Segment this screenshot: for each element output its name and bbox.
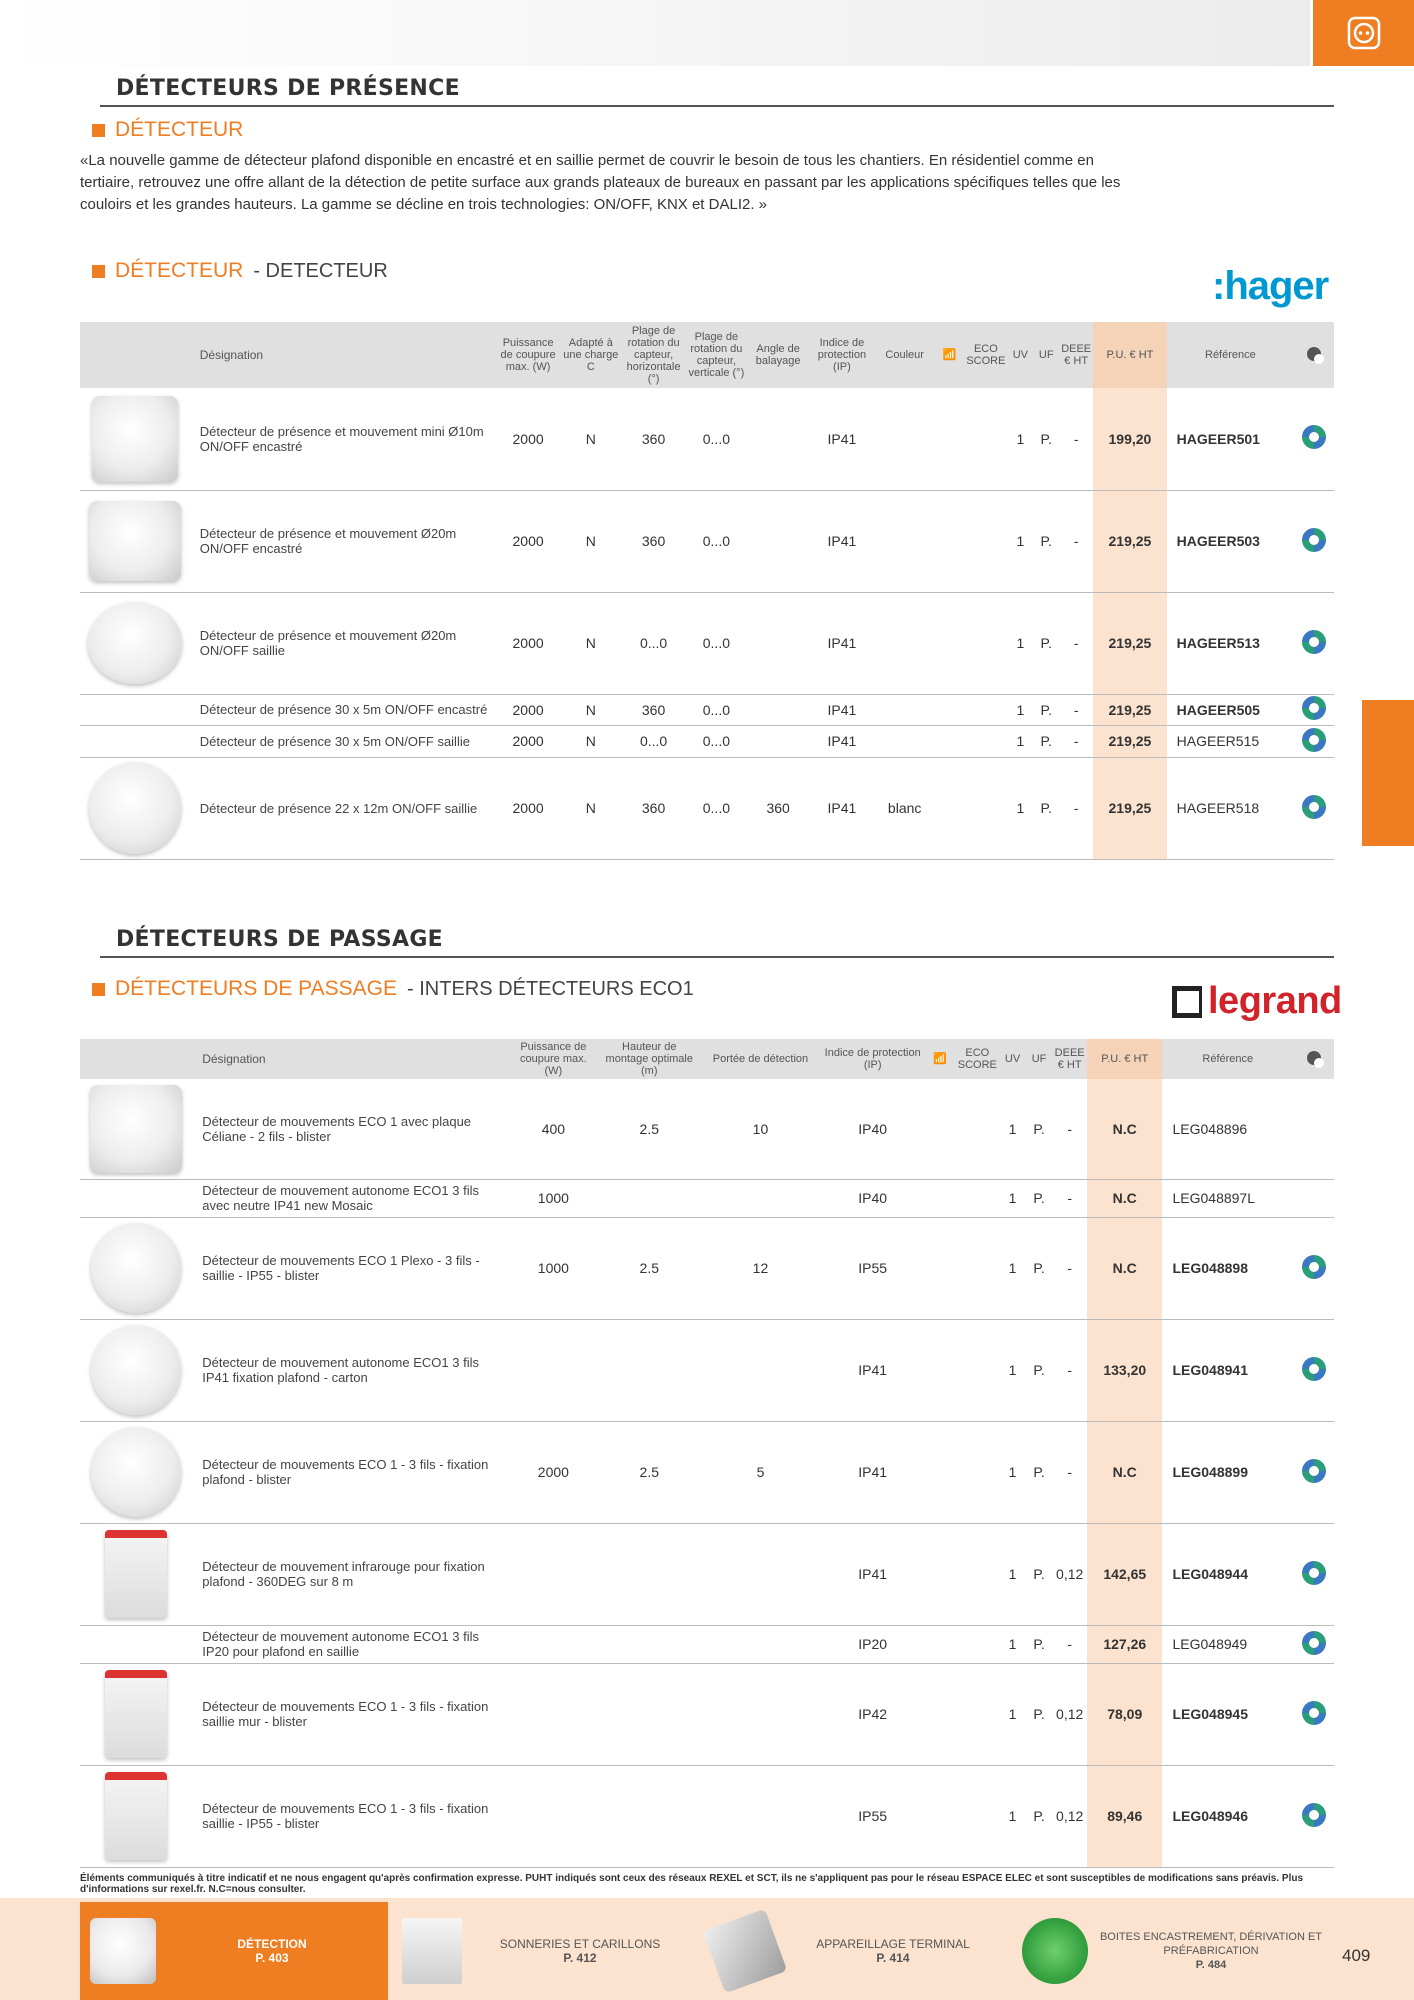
product-image [91,1223,181,1313]
deee: - [1059,388,1093,490]
adapte: N [560,490,622,592]
uf: P. [1026,1523,1053,1625]
designation: Détecteur de mouvements ECO 1 avec plaque Céliane - 2 fils - blister [192,1079,508,1179]
deee: - [1059,490,1093,592]
product-image [88,602,182,684]
uf: P. [1026,1765,1053,1867]
col-plage-h: Plage de rotation du capteur, horizontale (°) [622,322,686,388]
portee [700,1625,820,1663]
col-indice: Indice de protection (IP) [809,322,875,388]
eco-score-icon [1302,425,1326,449]
indice: IP55 [821,1217,925,1319]
product-image-cell [80,1663,192,1765]
reference[interactable]: LEG048899 [1162,1421,1293,1523]
deee: - [1059,592,1093,694]
angle [747,694,809,725]
socket-icon [1346,15,1382,51]
nav-page: P. 403 [255,1951,289,1965]
table-row[interactable] [80,592,1334,694]
table-row[interactable] [80,490,1334,592]
nav-detection[interactable] [80,1902,388,2000]
indice: IP41 [809,490,875,592]
designation: Détecteur de présence et mouvement Ø20m ON/OFF encastré [190,490,496,592]
product-image-cell [80,490,190,592]
table-row[interactable] [80,1319,1334,1421]
page-number: 409 [1342,1946,1371,1965]
product-image [105,1530,167,1618]
nav-label: APPAREILLAGE TERMINAL [816,1937,970,1951]
uv: 1 [999,1663,1026,1765]
indice: IP41 [821,1523,925,1625]
subtitle-label: DÉTECTEURS DE PASSAGE [115,977,398,1000]
puissance: 400 [508,1079,598,1179]
plage-v: 0...0 [686,694,748,725]
passage-table [80,1039,1334,1868]
nav-page: P. 414 [876,1951,910,1965]
price: 219,25 [1093,490,1167,592]
plage-v: 0...0 [686,757,748,859]
portee [700,1319,820,1421]
eco-score-icon [1302,1561,1326,1585]
deee: - [1059,694,1093,725]
portee: 10 [700,1079,820,1179]
deee: - [1052,1625,1087,1663]
col-indice: Indice de protection (IP) [821,1039,925,1079]
deee: - [1052,1217,1087,1319]
price: 78,09 [1087,1663,1162,1765]
designation: Détecteur de mouvements ECO 1 - 3 fils - fixation saillie - IP55 - blister [192,1765,508,1867]
indice: IP42 [821,1663,925,1765]
subtitle-detecteur-2 [92,259,388,283]
nav-label: DÉTECTION [237,1937,307,1951]
product-image-cell [80,1079,192,1179]
price: N.C [1087,1079,1162,1179]
nav-page: P. 484 [1195,1959,1227,1971]
deee: - [1059,725,1093,757]
col-ref: Référence [1167,322,1294,388]
reference[interactable]: LEG048896 [1162,1079,1293,1179]
puissance [508,1663,598,1765]
eco-score-icon [1302,1357,1326,1381]
couleur [875,725,935,757]
uf: P. [1026,1421,1053,1523]
product-image-cell [80,1421,192,1523]
col-designation: Désignation [190,322,496,388]
product-image [91,1325,181,1415]
couleur [875,388,935,490]
product-image-cell [80,1217,192,1319]
disclaimer-footnote: Éléments communiqués à titre indicatif et ne nous engagent qu'après confirmation expresse. PUHT indiqués sont ceux des réseaux REXEL et SCT, ils ne s'appliquent pas pour le réseau ESPACE ELEC et sont susceptibles de modifications sans préavis. Plus d'informations sur rexel.fr. N.C=nous consulter. [80,1873,1304,1895]
adapte: N [560,725,622,757]
price: 219,25 [1093,757,1167,859]
price: 133,20 [1087,1319,1162,1421]
col-connect [925,1039,956,1079]
appareillage-thumbnail [703,1909,788,1994]
portee [700,1663,820,1765]
indice: IP41 [809,592,875,694]
reference[interactable]: HAGEER503 [1167,490,1294,592]
uf: P. [1026,1079,1053,1179]
table-row[interactable] [80,1217,1334,1319]
plage-h: 360 [622,694,686,725]
uf: P. [1033,725,1059,757]
uv: 1 [999,1523,1026,1625]
deee: 0,12 [1052,1523,1087,1625]
eco-score-icon [1302,795,1326,819]
recycle-icon [1307,347,1321,361]
nav-sonneries[interactable] [392,1902,698,2000]
col-uv: UV [1007,322,1033,388]
product-image [91,1427,181,1517]
boites-thumbnail [1022,1918,1088,1984]
table-row[interactable] [80,725,1334,757]
angle: 360 [747,757,809,859]
hauteur [598,1319,700,1421]
uv: 1 [999,1765,1026,1867]
designation: Détecteur de mouvement infrarouge pour fixation plafond - 360DEG sur 8 m [192,1523,508,1625]
adapte: N [560,592,622,694]
eco-score-icon [1302,1631,1326,1655]
subtitle-rest: - DETECTEUR [253,259,388,282]
reference[interactable]: LEG048941 [1162,1319,1293,1421]
product-image-cell [80,388,190,490]
col-pu: P.U. € HT [1093,322,1167,388]
uv: 1 [1007,694,1033,725]
hager-logo: :hager [1212,264,1329,308]
product-image-cell [80,757,190,859]
subtitle-label: DÉTECTEUR [115,118,244,141]
plage-h: 360 [622,757,686,859]
col-deee: DEEE € HT [1052,1039,1087,1079]
couleur [875,592,935,694]
angle [747,592,809,694]
nav-boites[interactable] [1012,1902,1334,2000]
price: 89,46 [1087,1765,1162,1867]
table-row[interactable] [80,1079,1334,1179]
col-eco: ECO SCORE [964,322,1007,388]
indice: IP20 [821,1625,925,1663]
hauteur [598,1625,700,1663]
puissance [508,1765,598,1867]
plage-h: 360 [622,388,686,490]
price: N.C [1087,1421,1162,1523]
col-couleur: Couleur [875,322,935,388]
presence-table [80,322,1334,860]
reference[interactable]: LEG048946 [1162,1765,1293,1867]
reference[interactable]: LEG048898 [1162,1217,1293,1319]
price: 219,25 [1093,694,1167,725]
eco-score-icon [1302,1255,1326,1279]
price: 219,25 [1093,592,1167,694]
puissance: 2000 [496,694,560,725]
table-row[interactable] [80,1663,1334,1765]
product-image [105,1772,167,1860]
section-title-passage: DÉTECTEURS DE PASSAGE [100,927,1334,958]
intro-paragraph: «La nouvelle gamme de détecteur plafond disponible en encastré et en saillie permet de couvrir le besoin de tous les chantiers. En résidentiel comme en tertiaire, retrouvez une offre allant de la détection de petite surface aux grands plateaux de bureaux en passant par les applications spécifiques telles que les couloirs et les grandes hauteurs. La gamme se décline en trois technologies: ON/OFF, KNX et DALI2. » [80,152,1121,213]
col-uf: UF [1026,1039,1053,1079]
col-pu: P.U. € HT [1087,1039,1162,1079]
indice: IP41 [809,757,875,859]
puissance: 2000 [496,757,560,859]
table-header-row [80,1039,1334,1079]
price: 219,25 [1093,725,1167,757]
reference[interactable]: LEG048944 [1162,1523,1293,1625]
table-row[interactable] [80,1765,1334,1867]
col-portee: Portée de détection [700,1039,820,1079]
uf: P. [1033,388,1059,490]
product-image-cell [80,1523,192,1625]
nav-appareillage[interactable] [702,1902,1008,2000]
uv: 1 [1007,388,1033,490]
reference[interactable]: HAGEER513 [1167,592,1294,694]
puissance [508,1625,598,1663]
uv: 1 [1007,490,1033,592]
reference[interactable]: LEG048897L [1162,1179,1293,1217]
uf: P. [1026,1217,1053,1319]
uv: 1 [999,1217,1026,1319]
hauteur: 2.5 [598,1217,700,1319]
designation: Détecteur de mouvements ECO 1 - 3 fils - fixation saillie mur - blister [192,1663,508,1765]
subtitle-label: DÉTECTEUR [115,259,244,282]
eco-score-icon [1302,1459,1326,1483]
section-title-presence: DÉTECTEURS DE PRÉSENCE [100,76,1334,107]
plage-h: 360 [622,490,686,592]
puissance [508,1319,598,1421]
price: N.C [1087,1179,1162,1217]
puissance: 2000 [496,388,560,490]
wifi-icon: 📶 [942,349,957,361]
price: 199,20 [1093,388,1167,490]
price: N.C [1087,1217,1162,1319]
product-image-cell [80,1319,192,1421]
uv: 1 [999,1079,1026,1179]
product-image-cell [80,1765,192,1867]
price: 127,26 [1087,1625,1162,1663]
portee [700,1523,820,1625]
eco-score-icon [1302,1803,1326,1827]
uv: 1 [1007,725,1033,757]
indice: IP41 [821,1421,925,1523]
designation: Détecteur de mouvements ECO 1 Plexo - 3 fils - saillie - IP55 - blister [192,1217,508,1319]
product-image [92,396,178,482]
couleur: blanc [875,757,935,859]
subtitle-passage [92,977,694,1001]
uv: 1 [999,1179,1026,1217]
puissance: 1000 [508,1179,598,1217]
plage-v: 0...0 [686,725,748,757]
col-angle: Angle de balayage [747,322,809,388]
col-uf: UF [1033,322,1059,388]
col-adapte: Adapté à une charge C [560,322,622,388]
table-row[interactable] [80,757,1334,859]
angle [747,388,809,490]
top-banner [0,0,1310,66]
hauteur [598,1179,700,1217]
col-eco-icon [1293,1039,1334,1079]
col-uv: UV [999,1039,1026,1079]
col-eco: ECO SCORE [955,1039,999,1079]
deee: 0,12 [1052,1765,1087,1867]
table-row[interactable] [80,694,1334,725]
puissance [508,1523,598,1625]
deee: - [1052,1079,1087,1179]
orange-square-bullet [92,265,105,278]
deee: - [1052,1319,1087,1421]
puissance: 2000 [496,592,560,694]
deee: - [1052,1179,1087,1217]
uf: P. [1033,490,1059,592]
uf: P. [1033,592,1059,694]
indice: IP55 [821,1765,925,1867]
reference[interactable]: HAGEER515 [1167,725,1294,757]
puissance: 2000 [496,490,560,592]
eco-score-icon [1302,696,1326,720]
designation: Détecteur de mouvement autonome ECO1 3 fils IP20 pour plafond en saillie [192,1625,508,1663]
product-image [105,1670,167,1758]
col-deee: DEEE € HT [1059,322,1093,388]
sonneries-thumbnail [402,1918,462,1984]
deee: - [1059,757,1093,859]
table-header-row [80,322,1334,388]
uv: 1 [999,1625,1026,1663]
uf: P. [1033,694,1059,725]
wifi-icon: 📶 [933,1053,947,1065]
product-image [89,501,181,581]
hauteur: 2.5 [598,1421,700,1523]
plage-v: 0...0 [686,490,748,592]
subtitle-detecteur [92,118,243,142]
orange-square-bullet [92,124,105,137]
hauteur: 2.5 [598,1079,700,1179]
legrand-wordmark: legrand [1208,980,1342,1022]
portee [700,1179,820,1217]
puissance: 2000 [508,1421,598,1523]
uf: P. [1033,757,1059,859]
table-row[interactable] [80,388,1334,490]
legrand-mark-icon [1172,986,1202,1018]
hauteur [598,1765,700,1867]
reference[interactable]: HAGEER505 [1167,694,1294,725]
designation: Détecteur de mouvement autonome ECO1 3 fils IP41 fixation plafond - carton [192,1319,508,1421]
table-row[interactable] [80,1523,1334,1625]
col-puissance: Puissance de coupure max. (W) [496,322,560,388]
reference[interactable]: LEG048949 [1162,1625,1293,1663]
recycle-icon [1307,1051,1321,1065]
product-image [89,762,181,854]
nav-label: SONNERIES ET CARILLONS [499,1937,661,1951]
reference[interactable]: LEG048945 [1162,1663,1293,1765]
detection-thumbnail [90,1918,156,1984]
eco-score-icon [1302,630,1326,654]
deee: 0,12 [1052,1663,1087,1765]
plage-h: 0...0 [622,592,686,694]
uv: 1 [999,1319,1026,1421]
price: 142,65 [1087,1523,1162,1625]
designation: Détecteur de mouvement autonome ECO1 3 fils avec neutre IP41 new Mosaic [192,1179,508,1217]
indice: IP40 [821,1079,925,1179]
plage-v: 0...0 [686,592,748,694]
col-designation: Désignation [192,1039,508,1079]
table-row[interactable] [80,1625,1334,1663]
uv: 1 [999,1421,1026,1523]
legrand-logo [1172,980,1342,1023]
puissance: 2000 [496,725,560,757]
eco-score-icon [1302,528,1326,552]
portee [700,1765,820,1867]
uf: P. [1026,1319,1053,1421]
product-image-cell [80,592,190,694]
indice: IP41 [821,1319,925,1421]
deee: - [1052,1421,1087,1523]
uv: 1 [1007,592,1033,694]
indice: IP40 [821,1179,925,1217]
col-connect [935,322,965,388]
orange-square-bullet [92,983,105,996]
side-section-tab[interactable] [1362,700,1414,846]
uv: 1 [1007,757,1033,859]
adapte: N [560,694,622,725]
col-puissance: Puissance de coupure max. (W) [508,1039,598,1079]
subtitle-rest: - INTERS DÉTECTEURS ECO1 [407,977,694,1000]
category-tab[interactable] [1313,0,1414,66]
uf: P. [1026,1663,1053,1765]
hauteur [598,1523,700,1625]
adapte: N [560,757,622,859]
reference[interactable]: HAGEER501 [1167,388,1294,490]
portee: 12 [700,1217,820,1319]
indice: IP41 [809,388,875,490]
designation: Détecteur de présence 30 x 5m ON/OFF encastré [190,694,496,725]
nav-page: P. 412 [563,1951,597,1965]
col-hauteur: Hauteur de montage optimale (m) [598,1039,700,1079]
adapte: N [560,388,622,490]
plage-h: 0...0 [622,725,686,757]
designation: Détecteur de présence et mouvement mini Ø10m ON/OFF encastré [190,388,496,490]
eco-score-icon [1302,728,1326,752]
designation: Détecteur de présence 22 x 12m ON/OFF saillie [190,757,496,859]
col-eco-icon [1294,322,1334,388]
puissance: 1000 [508,1217,598,1319]
couleur [875,694,935,725]
table-row[interactable] [80,1179,1334,1217]
uf: P. [1026,1625,1053,1663]
product-image [90,1085,182,1173]
table-row[interactable] [80,1421,1334,1523]
col-plage-v: Plage de rotation du capteur, verticale (°) [686,322,748,388]
indice: IP41 [809,725,875,757]
portee: 5 [700,1421,820,1523]
image-col-header [80,322,190,388]
angle [747,725,809,757]
couleur [875,490,935,592]
hauteur [598,1663,700,1765]
eco-score-icon [1302,1701,1326,1725]
indice: IP41 [809,694,875,725]
nav-label: BOITES ENCASTREMENT, DÉRIVATION ET PRÉFABRICATION [1099,1931,1323,1957]
designation: Détecteur de présence 30 x 5m ON/OFF saillie [190,725,496,757]
designation: Détecteur de présence et mouvement Ø20m ON/OFF saillie [190,592,496,694]
col-ref: Référence [1162,1039,1293,1079]
plage-v: 0...0 [686,388,748,490]
angle [747,490,809,592]
reference[interactable]: HAGEER518 [1167,757,1294,859]
uf: P. [1026,1179,1053,1217]
designation: Détecteur de mouvements ECO 1 - 3 fils - fixation plafond - blister [192,1421,508,1523]
image-col-header [80,1039,192,1079]
